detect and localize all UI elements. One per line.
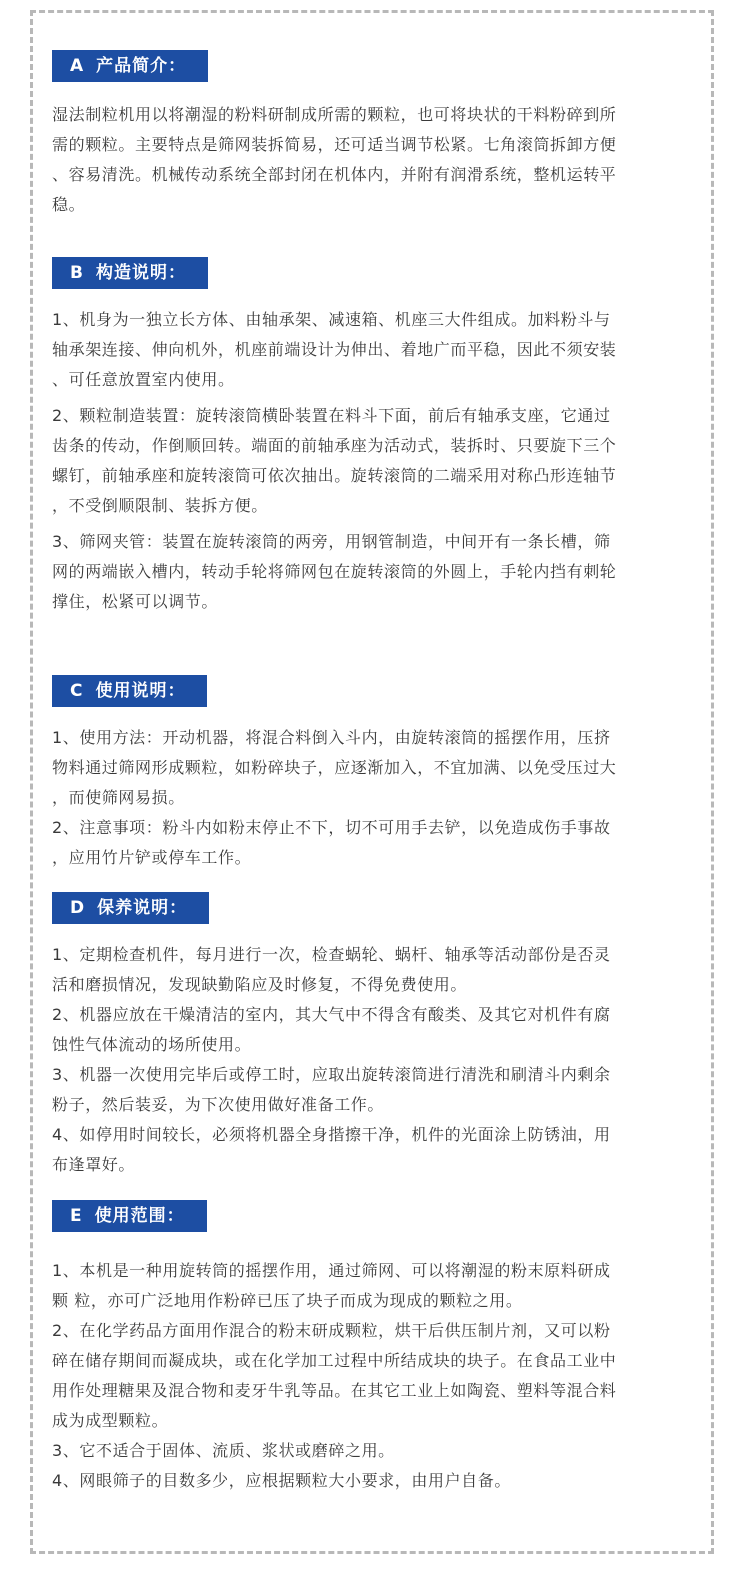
text-line: 网的两端嵌入槽内，转动手轮将筛网包在旋转滚筒的外圆上，手轮内挡有刺轮	[52, 562, 617, 581]
paragraph	[52, 1000, 702, 1060]
text-line: 2、颗粒制造装置：旋转滚筒横卧装置在料斗下面，前后有轴承支座，它通过	[52, 406, 611, 425]
text-line: ，应用竹片铲或停车工作。	[52, 848, 252, 867]
paragraph	[52, 723, 702, 813]
text-line: 轴承架连接、伸向机外，机座前端设计为伸出、着地广而平稳，因此不须安装	[52, 340, 617, 359]
paragraph	[52, 813, 702, 873]
text-line: 1、机身为一独立长方体、由轴承架、减速箱、机座三大件组成。加料粉斗与	[52, 310, 611, 329]
section-header	[52, 675, 207, 707]
section-letter: A	[70, 56, 85, 76]
text-line: 碎在储存期间而凝成块，或在化学加工过程中所结成块的块子。在食品工业中	[52, 1351, 617, 1370]
paragraph	[52, 1436, 702, 1466]
paragraph	[52, 1120, 702, 1180]
section-header	[52, 257, 208, 289]
text-line: 颗 粒，亦可广泛地用作粉碎已压了块子而成为现成的颗粒之用。	[52, 1291, 523, 1310]
text-line: 蚀性气体流动的场所使用。	[52, 1035, 252, 1054]
section-letter: D	[70, 898, 86, 918]
paragraph	[52, 1466, 702, 1496]
paragraph	[52, 1256, 702, 1316]
text-line: 1、使用方法：开动机器，将混合料倒入斗内，由旋转滚筒的摇摆作用，压挤	[52, 728, 611, 747]
paragraph	[52, 305, 702, 395]
text-line: 1、本机是一种用旋转筒的摇摆作用，通过筛网、可以将潮湿的粉末原料研成	[52, 1261, 611, 1280]
text-line: 齿条的传动，作倒顺回转。端面的前轴承座为活动式，装拆时、只要旋下三个	[52, 436, 617, 455]
text-line: 2、在化学药品方面用作混合的粉末研成颗粒，烘干后供压制片剂，又可以粉	[52, 1321, 611, 1340]
text-line: 成为成型颗粒。	[52, 1411, 169, 1430]
text-line: 需的颗粒。主要特点是筛网装拆简易，还可适当调节松紧。七角滚筒拆卸方便	[52, 135, 617, 154]
section-usage	[52, 675, 702, 873]
section-header	[52, 892, 209, 924]
text-line: 稳。	[52, 195, 86, 214]
text-line: 湿法制粒机用以将潮湿的粉料研制成所需的颗粒，也可将块状的干料粉碎到所	[52, 105, 617, 124]
paragraph	[52, 1316, 702, 1436]
section-header	[52, 50, 208, 82]
section-title: 构造说明：	[95, 263, 186, 283]
paragraph	[52, 527, 702, 617]
text-line: 活和磨损情况，发现缺勤陷应及时修复，不得免费使用。	[52, 975, 468, 994]
section-letter: C	[70, 681, 84, 701]
paragraph	[52, 940, 702, 1000]
text-line: 撑住，松紧可以调节。	[52, 592, 219, 611]
text-line: 、容易清洗。机械传动系统全部封闭在机体内，并附有润滑系统，整机运转平	[52, 165, 617, 184]
text-line: 3、筛网夹管：装置在旋转滚筒的两旁，用钢管制造，中间开有一条长槽，筛	[52, 532, 611, 551]
text-line: 2、注意事项：粉斗内如粉末停止不下，切不可用手去铲，以免造成伤手事故	[52, 818, 611, 837]
paragraph	[52, 100, 702, 220]
text-line: 粉子，然后装妥，为下次使用做好准备工作。	[52, 1095, 385, 1114]
text-line: 4、网眼筛子的目数多少，应根据颗粒大小要求，由用户自备。	[52, 1471, 511, 1490]
text-line: 螺钉，前轴承座和旋转滚筒可依次抽出。旋转滚筒的二端采用对称凸形连轴节	[52, 466, 617, 485]
section-header	[52, 1200, 207, 1232]
text-line: 1、定期检查机件，每月进行一次，检查蜗轮、蜗杆、轴承等活动部份是否灵	[52, 945, 611, 964]
paragraph	[52, 1060, 702, 1120]
section-scope	[52, 1200, 702, 1496]
text-line: 4、如停用时间较长，必须将机器全身揩擦干净，机件的光面涂上防锈油，用	[52, 1125, 611, 1144]
section-maintenance	[52, 892, 702, 1180]
section-title: 使用说明：	[95, 681, 186, 701]
text-line: ，而使筛网易损。	[52, 788, 185, 807]
text-line: ，不受倒顺限制、装拆方便。	[52, 496, 268, 515]
section-product-intro	[52, 50, 702, 220]
text-line: 物料通过筛网形成颗粒，如粉碎块子，应逐渐加入，不宜加满、以免受压过大	[52, 758, 617, 777]
section-letter: B	[70, 263, 84, 283]
section-letter: E	[70, 1206, 83, 1226]
section-construction	[52, 257, 702, 617]
section-title: 保养说明：	[97, 898, 188, 918]
text-line: 2、机器应放在干燥清洁的室内，其大气中不得含有酸类、及其它对机件有腐	[52, 1005, 611, 1024]
section-title: 产品简介：	[96, 56, 187, 76]
paragraph	[52, 401, 702, 521]
section-title: 使用范围：	[94, 1206, 185, 1226]
text-line: 、可任意放置室内使用。	[52, 370, 235, 389]
text-line: 用作处理糖果及混合物和麦牙牛乳等品。在其它工业上如陶瓷、塑料等混合料	[52, 1381, 617, 1400]
text-line: 3、它不适合于固体、流质、浆状或磨碎之用。	[52, 1441, 395, 1460]
text-line: 3、机器一次使用完毕后或停工时，应取出旋转滚筒进行清洗和刷清斗内剩余	[52, 1065, 611, 1084]
text-line: 布逢罩好。	[52, 1155, 136, 1174]
